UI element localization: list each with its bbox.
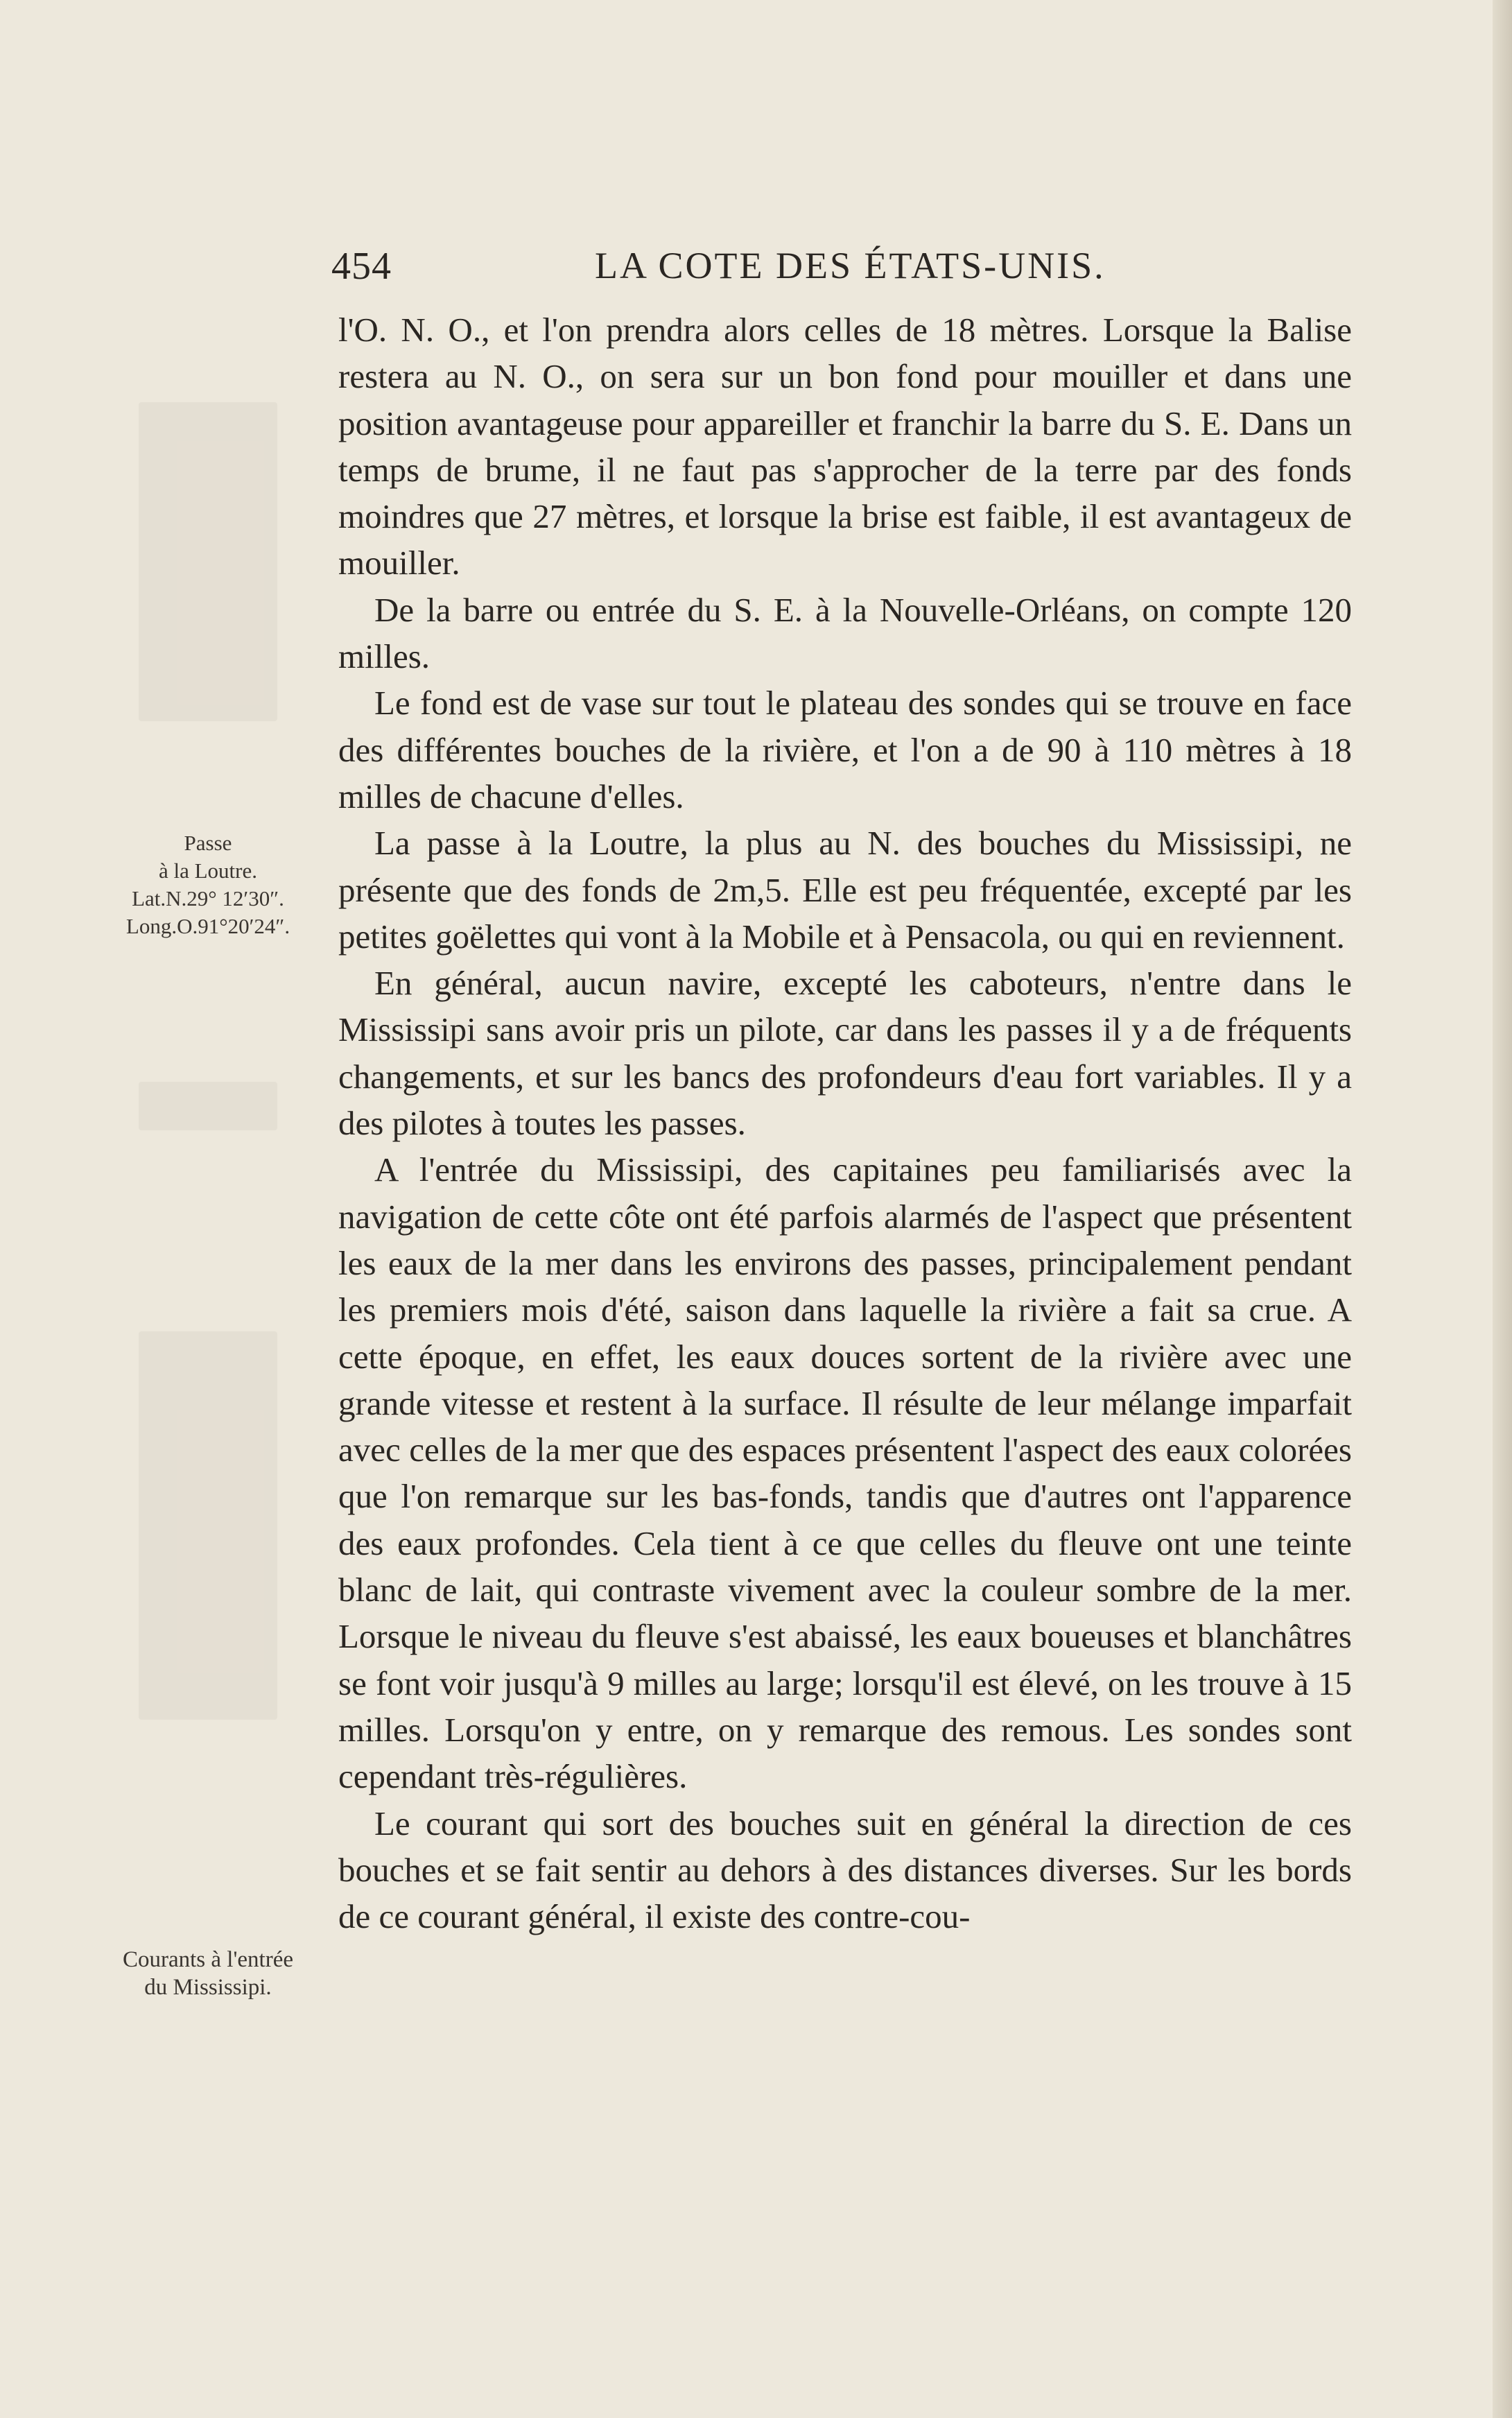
margin-note-line: Passe (184, 831, 232, 855)
paragraph: Le fond est de vase sur tout le plateau des sondes qui se trouve en face des différentes bouches de la rivière, et l'on a de 90 à 110 mètres à 18 milles de chacune d'elles. (338, 684, 1352, 815)
page-edge (1493, 0, 1512, 2418)
paragraph: Le courant qui sort des bouches suit en général la direction de ces bouches et se fait sentir au dehors à des distances diverses. Sur les bords de ce courant général, il existe des contre-cou- (338, 1804, 1352, 1936)
body-text (338, 306, 1352, 1940)
paragraph: De la barre ou entrée du S. E. à la Nouvelle-Orléans, on compte 120 milles. (338, 590, 1352, 676)
page-header (331, 244, 1357, 300)
margin-note-courants (97, 1946, 319, 2001)
show-through-block (139, 1331, 277, 1720)
margin-note-line: Courants à l'entrée (122, 1947, 294, 1972)
paragraph: A l'entrée du Mississipi, des capitaines peu familiarisés avec la navigation de cette côte ont été parfois alarmés de l'aspect que présentent les eaux de la mer dans les environs des passes, principalement pendant les premiers mois d'été, saison dans laquelle la rivière a fait sa crue. A cette époque, en effet, les eaux douces sortent de la rivière avec une grande vitesse et restent à la surface. Il résulte de leur mélange imparfait avec celles de la mer que des espaces présentent l'aspect des eaux colorées que l'on remarque sur les bas-fonds, tandis que d'autres ont l'apparence des eaux profondes. Cela tient à ce que celles du fleuve ont une teinte blanc de lait, qui contraste vivement avec la couleur sombre de la mer. Lorsque le niveau du fleuve s'est abaissé, les eaux boueuses et blanchâtres se font voir jusqu'à 9 milles au large; lorsqu'il est élevé, on les trouve à 15 milles. Lorsqu'on y entre, on y remarque des remous. Les sondes sont cependant très-régulières. (338, 1150, 1352, 1796)
margin-note-passe-loutre (97, 829, 319, 940)
paragraph: l'O. N. O., et l'on prendra alors celles de 18 mètres. Lorsque la Balise restera au N. O., on sera sur un bon fond pour mouiller et dans une position avantageuse pour appareiller et franchir la barre du S. E. Dans un temps de brume, il ne faut pas s'approcher de la terre par des fonds moindres que 27 mètres, et lorsque la brise est faible, il est avantageux de mouiller. (338, 311, 1352, 582)
page-number: 454 (331, 245, 392, 288)
paragraph: La passe à la Loutre, la plus au N. des bouches du Mississipi, ne présente que des fonds de 2m,5. Elle est peu fréquentée, excepté par les petites goëlettes qui vont à la Mobile et à Pensacola, ou qui en reviennent. (338, 824, 1352, 956)
margin-note-line: Lat.N.29° 12′30″. (132, 886, 284, 910)
running-title: LA COTE DES ÉTATS-UNIS. (595, 245, 1106, 286)
margin-note-line: Long.O.91°20′24″. (125, 914, 290, 938)
margin-note-line: du Mississipi. (144, 1975, 272, 2000)
paragraph: En général, aucun navire, excepté les caboteurs, n'entre dans le Mississipi sans avoir pris un pilote, car dans les passes il y a de fréquents changements, et sur les bancs des profondeurs d'eau fort variables. Il y a des pilotes à toutes les passes. (338, 964, 1352, 1143)
show-through-block (139, 402, 277, 721)
show-through-block (139, 1082, 277, 1130)
margin-note-line: à la Loutre. (158, 858, 257, 883)
